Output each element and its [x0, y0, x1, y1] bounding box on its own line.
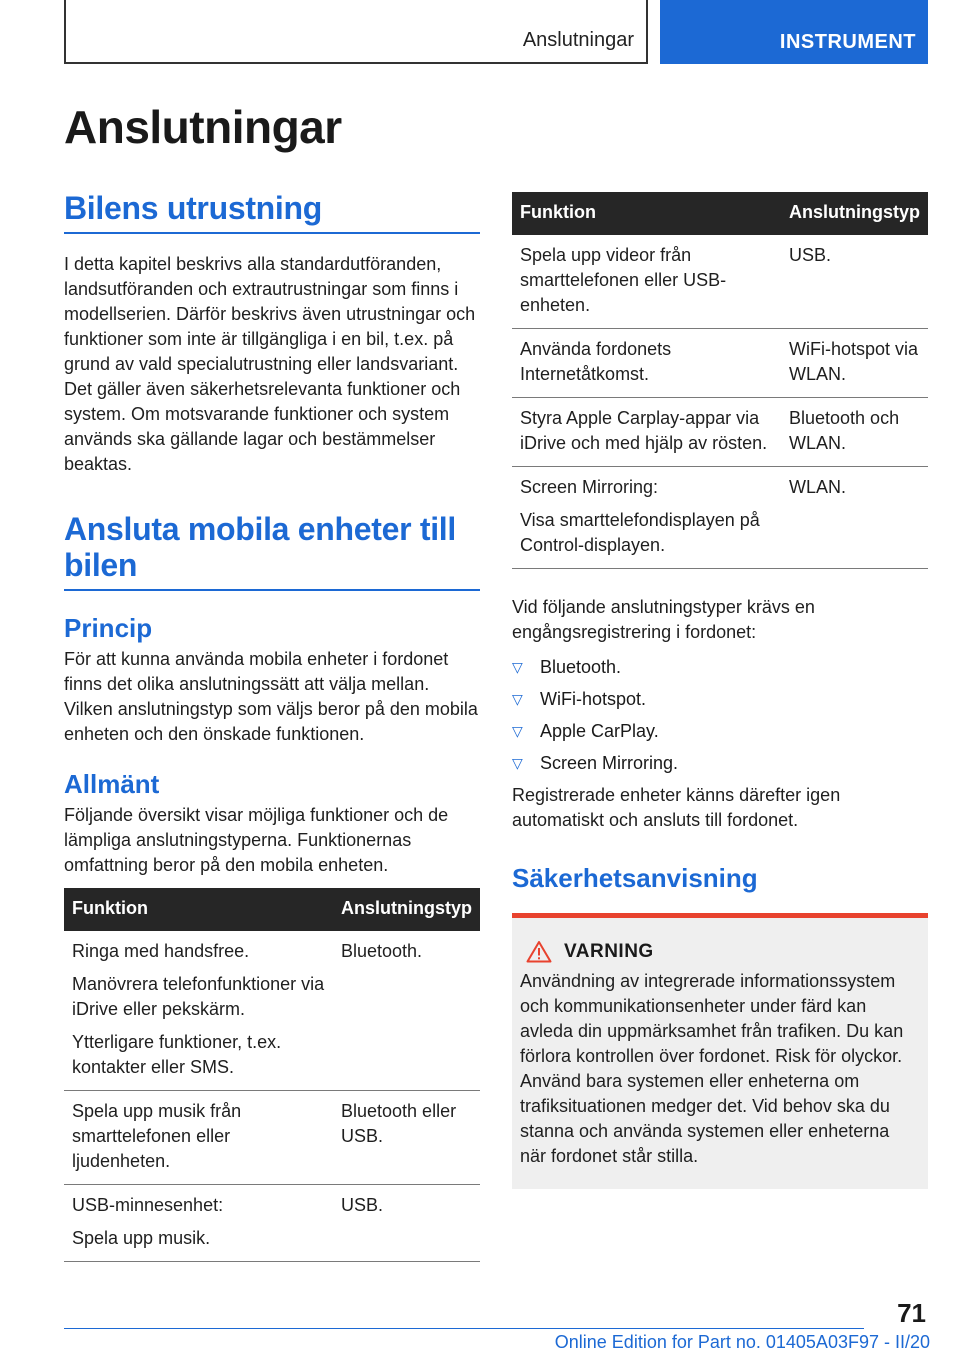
footer-edition: Online Edition for Part no. 01405A03F97 - II/20	[554, 1332, 930, 1352]
function-table-left	[64, 888, 480, 1262]
heading-general: Allmänt	[64, 769, 160, 799]
registration-intro: Vid följande anslutningstyper krävs en engångsregistrering i fordonet:	[512, 597, 815, 642]
table-cell-connection: USB.	[781, 235, 928, 329]
header-chapter-label: INSTRUMENT	[779, 31, 916, 53]
table-cell-function: Screen Mirroring:	[520, 477, 659, 497]
right-column	[512, 192, 928, 1189]
list-item: ▽ Screen Mirroring.	[512, 751, 928, 776]
table-cell-function: USB-minnesenhet:	[72, 1195, 224, 1215]
warning-text: Användning av integrerade informationssystem och kommunikationsenheter under färd kan avleda din uppmärksamhet från trafiken. Du kan förlora kontrollen över fordonet. Risk för olyckor. Använd bara systemen eller enheterna om trafiksituationen medger det. Vid behov ska du stanna och använda systemen eller enheterna när fordonet står stilla.	[520, 971, 904, 1166]
table-row	[64, 1185, 480, 1262]
list-item: ▽ WiFi-hotspot.	[512, 687, 928, 712]
table-cell-function: Manövrera telefonfunktioner via iDrive eller pekskärm.	[72, 974, 325, 1019]
table-cell-function: Ytterligare funktioner, t.ex. kontakter eller SMS.	[72, 1032, 282, 1077]
table-row	[64, 931, 480, 1091]
equipment-text: I detta kapitel beskrivs alla standardutföranden, landsutföranden och extrautrustningar som finns i modellserien. Därför beskrivs även utrustningar och funktioner som inte är tillgängliga i en bil, t.ex. på grund av vald specialutrustning eller landsvariant. Det gäller även säkerhetsrelevanta funktioner och system. Om motsvarande funktioner och system används ska gällande lagar och bestämmelser beaktas.	[64, 254, 476, 474]
triangle-bullet-icon: ▽	[512, 691, 523, 707]
table-row	[512, 467, 928, 569]
table-row	[64, 1091, 480, 1185]
header-chapter-tab[interactable]	[660, 0, 928, 64]
triangle-bullet-icon: ▽	[512, 723, 523, 739]
warning-box	[512, 913, 928, 1189]
table-row	[512, 235, 928, 329]
table-header-function: Funktion	[64, 888, 333, 931]
function-table-right	[512, 192, 928, 569]
table-cell-function: Spela upp musik från smarttelefonen eller ljudenheten.	[72, 1101, 242, 1171]
heading-connect: Ansluta mobila enheter till bilen	[64, 511, 480, 591]
table-cell-connection: WiFi-hotspot via WLAN.	[781, 329, 928, 398]
general-text: Följande översikt visar möjliga funktioner och de lämpliga anslutningstyperna. Funktionernas omfattning beror på den mobila enheten.	[64, 805, 449, 875]
table-cell-connection: USB.	[333, 1185, 480, 1262]
warning-triangle-icon	[526, 940, 552, 963]
header-section-box	[64, 0, 648, 64]
table-cell-connection: Bluetooth.	[333, 931, 480, 1091]
table-header-function: Funktion	[512, 192, 781, 235]
table-header-connection: Anslutningstyp	[333, 888, 480, 931]
page-number: 71	[897, 1298, 926, 1328]
principle-text: För att kunna använda mobila enheter i fordonet finns det olika anslutningssätt att välja mellan. Vilken anslutningstyp som väljs beror på den mobila enheten och den önskade funktionen.	[64, 649, 478, 744]
heading-principle: Princip	[64, 613, 153, 643]
table-cell-function: Spela upp videor från smarttelefonen eller USB-enheten.	[520, 245, 727, 315]
page-title: Anslutningar	[64, 101, 342, 153]
registration-list	[512, 655, 928, 776]
triangle-bullet-icon: ▽	[512, 755, 523, 771]
triangle-bullet-icon: ▽	[512, 659, 523, 675]
heading-equipment: Bilens utrustning	[64, 190, 480, 234]
table-cell-function: Visa smarttelefondisplayen på Control-displayen.	[520, 510, 760, 555]
warning-title: VARNING	[564, 940, 654, 962]
table-header-connection: Anslutningstyp	[781, 192, 928, 235]
table-cell-function: Ringa med handsfree.	[72, 941, 250, 961]
footer-divider	[64, 1328, 864, 1329]
table-cell-function: Använda fordonets Internetåtkomst.	[520, 339, 672, 384]
table-cell-connection: Bluetooth eller USB.	[333, 1091, 480, 1185]
header-section-title: Anslutningar	[522, 29, 634, 51]
list-item: ▽ Bluetooth.	[512, 655, 928, 680]
registration-outro: Registrerade enheter känns därefter igen automatiskt och ansluts till fordonet.	[512, 785, 841, 830]
table-row	[512, 398, 928, 467]
table-cell-connection: WLAN.	[781, 467, 928, 569]
table-cell-connection: Bluetooth och WLAN.	[781, 398, 928, 467]
heading-safety: Säkerhetsanvisning	[512, 863, 758, 893]
table-row	[512, 329, 928, 398]
table-cell-function: Spela upp musik.	[72, 1228, 211, 1248]
left-column	[64, 190, 480, 1262]
list-item: ▽ Apple CarPlay.	[512, 719, 928, 744]
table-cell-function: Styra Apple Carplay-appar via iDrive och med hjälp av rösten.	[520, 408, 768, 453]
